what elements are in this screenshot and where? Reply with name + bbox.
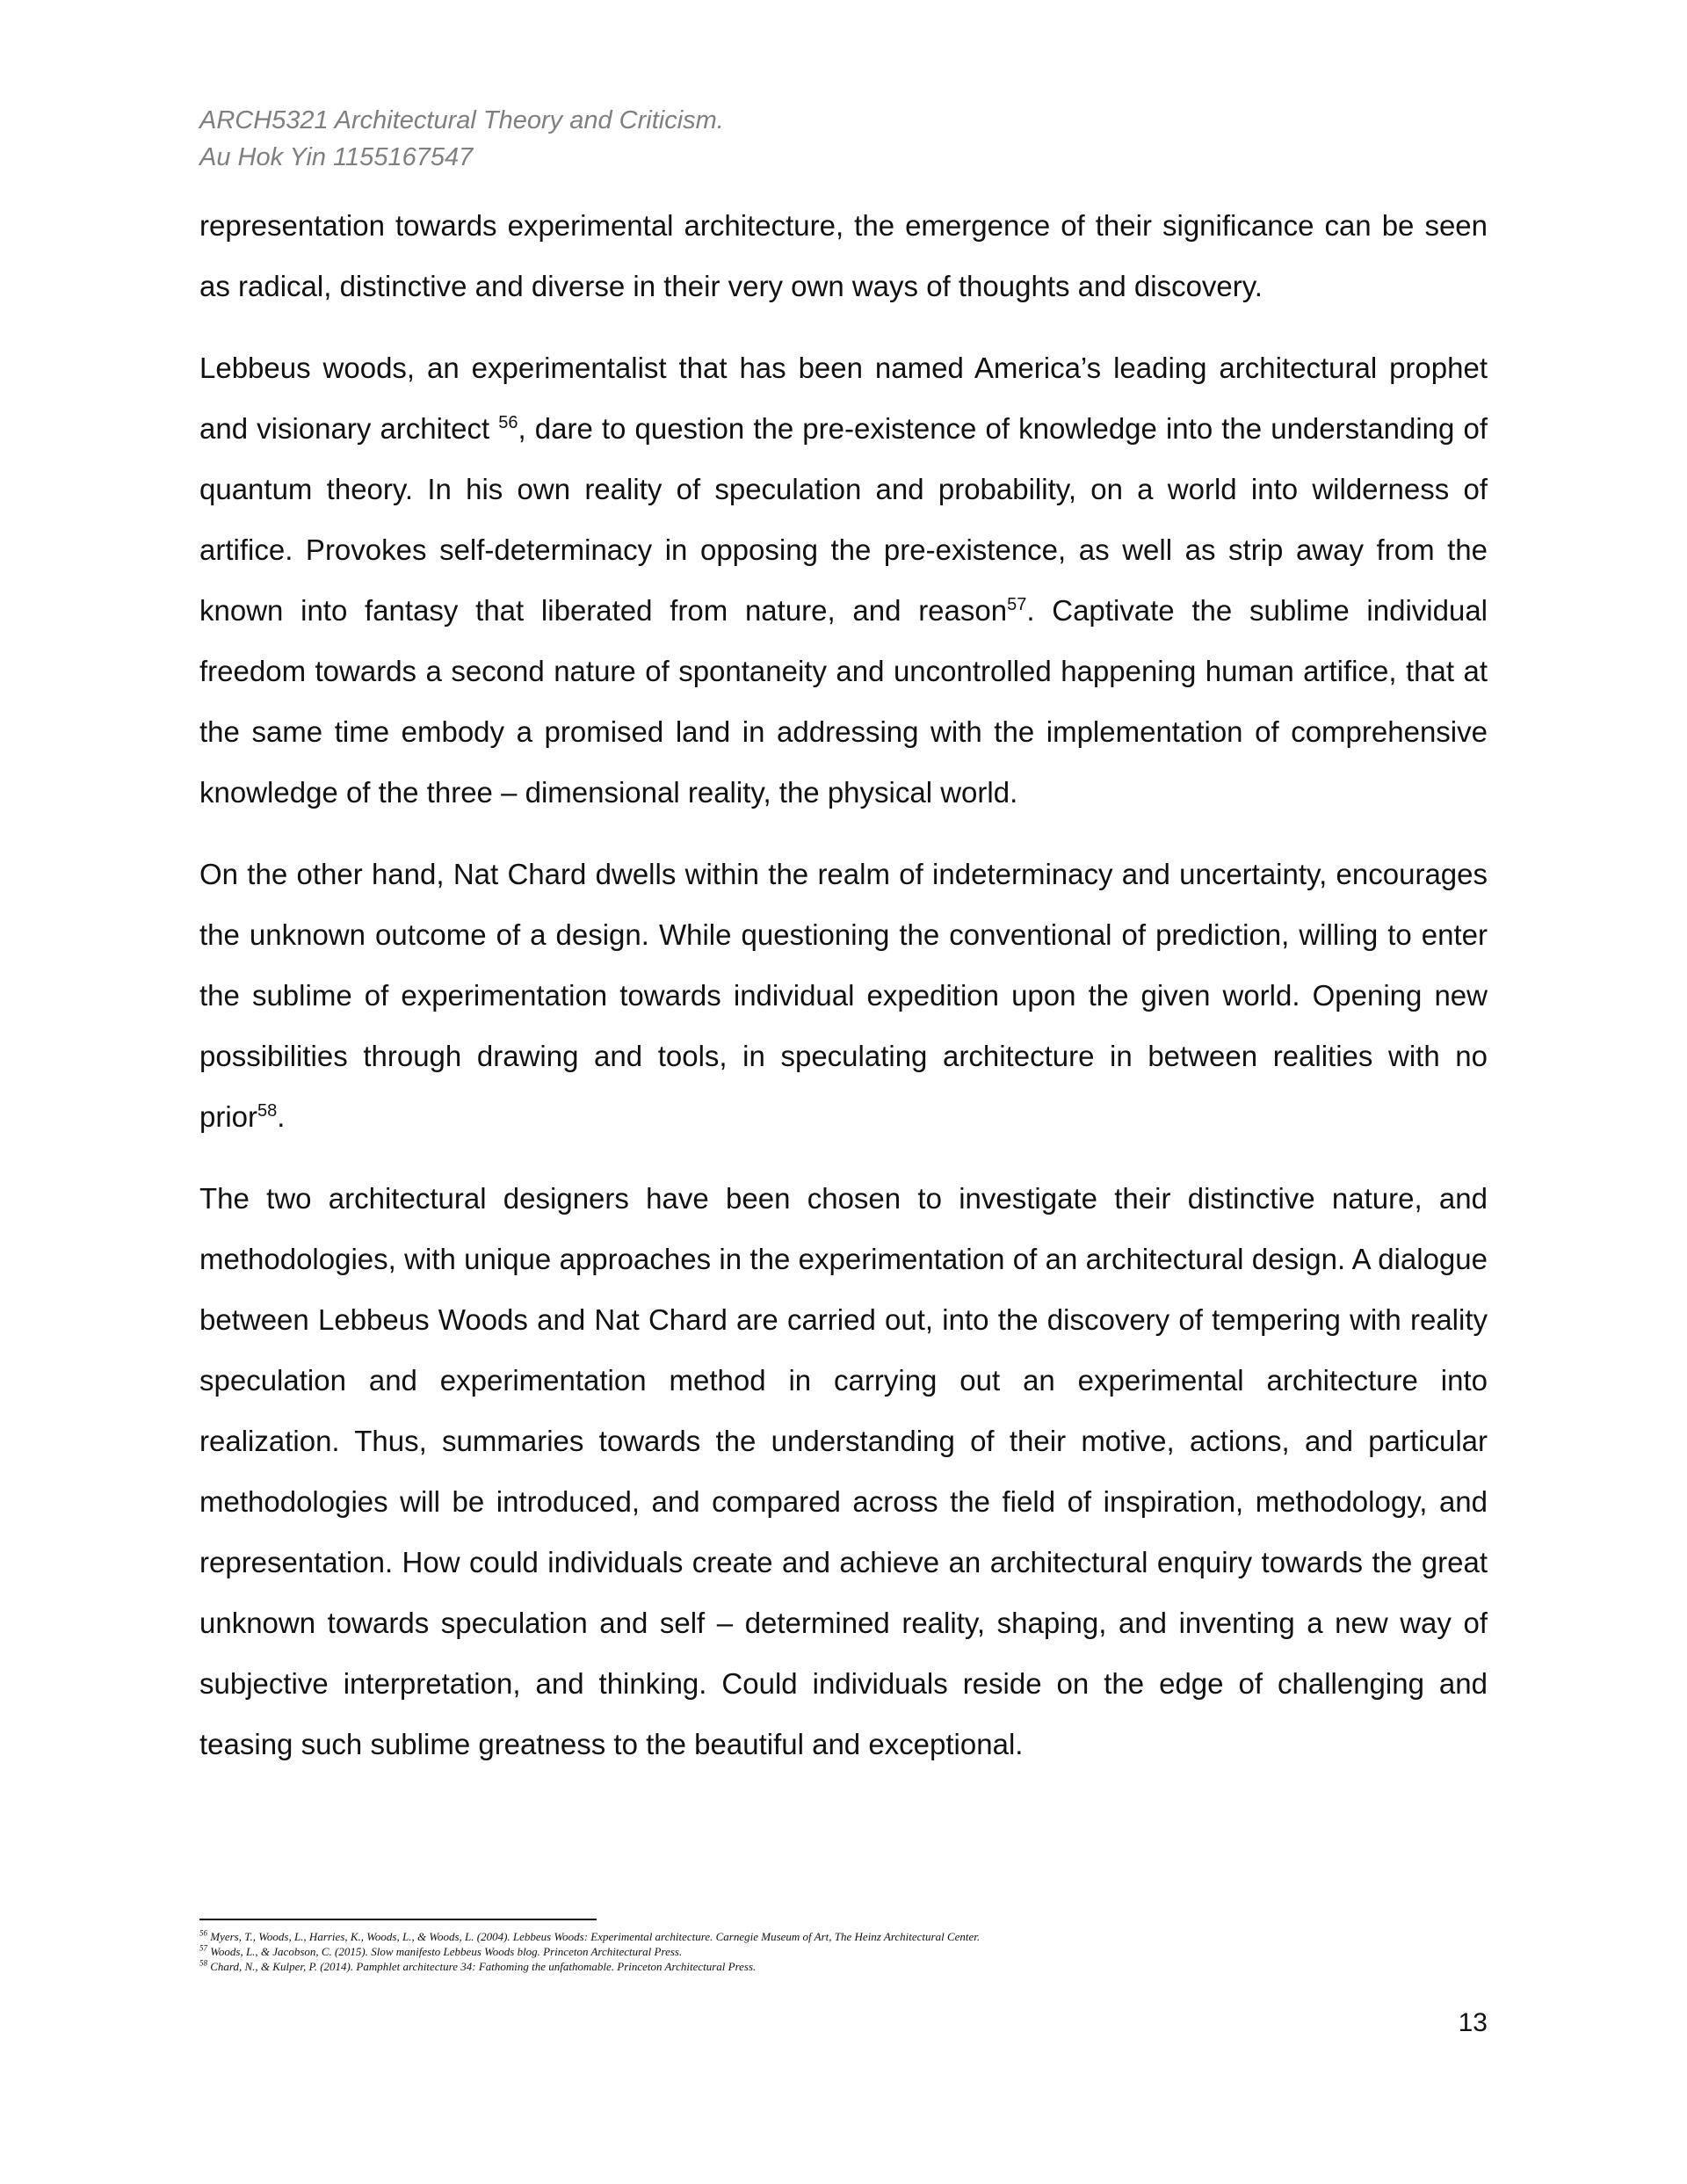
footnote-57	[199, 1944, 1488, 1959]
footnotes	[199, 1929, 1488, 1974]
paragraph-3	[199, 844, 1488, 1147]
paragraph-2-text-b: , dare to question the pre-existence of knowledge into the understanding of quantum theory. In his own reality of speculation and probability, on a world into wilderness of artifice. Provokes self-determinacy in opposing the pre-existence, as well as strip away from the known into fantasy that liberated from nature, and reason	[199, 412, 1488, 627]
footnote-ref-56[interactable]: 56	[498, 413, 518, 432]
footnote-ref-57[interactable]: 57	[1007, 595, 1027, 614]
paragraph-2	[199, 337, 1488, 823]
footnote-number: 56	[199, 1928, 207, 1938]
page-number: 13	[1458, 2008, 1488, 2037]
footnote-56	[199, 1929, 1488, 1944]
paragraph-3-text-b: .	[277, 1100, 286, 1133]
footnote-text: Chard, N., & Kulper, P. (2014). Pamphlet architecture 34: Fathoming the unfathomable. Princeton Architectural Press.	[210, 1960, 757, 1973]
footnote-number: 58	[199, 1958, 207, 1968]
paragraph-2-text-c: . Captivate the sublime individual freedom towards a second nature of spontaneity and uncontrolled happening human artifice, that at the same time embody a promised land in addressing with the implementation of comprehensive knowledge of the three – dimensional reality, the physical world.	[199, 594, 1488, 809]
footnote-number: 57	[199, 1943, 207, 1953]
paragraph-2-text-a: Lebbeus woods, an experimentalist that has been named America’s leading architectural prophet and visionary architect	[199, 352, 1488, 445]
running-header	[199, 102, 724, 176]
paragraph-3-text-a: On the other hand, Nat Chard dwells within the realm of indeterminacy and uncertainty, encourages the unknown outcome of a design. While questioning the conventional of prediction, willing to enter the sublime of experimentation towards individual expedition upon the given world. Opening new possibilities through drawing and tools, in speculating architecture in between realities with no prior	[199, 858, 1488, 1133]
paragraph-1: representation towards experimental architecture, the emergence of their significance can be seen as radical, distinctive and diverse in their very own ways of thoughts and discovery.	[199, 209, 1488, 302]
course-title: ARCH5321 Architectural Theory and Criticism.	[199, 106, 724, 134]
author-line: Au Hok Yin 1155167547	[199, 143, 474, 171]
body-text	[199, 195, 1488, 1796]
paragraph-4: The two architectural designers have been chosen to investigate their distinctive nature, and methodologies, with unique approaches in the experimentation of an architectural design. A dialogue between Lebbeus Woods and Nat Chard are carried out, into the discovery of tempering with reality speculation and experimentation method in carrying out an experimental architecture into realization. Thus, summaries towards the understanding of their motive, actions, and particular methodologies will be introduced, and compared across the field of inspiration, methodology, and representation. How could individuals create and achieve an architectural enquiry towards the great unknown towards speculation and self – determined reality, shaping, and inventing a new way of subjective interpretation, and thinking. Could individuals reside on the edge of challenging and teasing such sublime greatness to the beautiful and exceptional.	[199, 1182, 1488, 1760]
footnote-58	[199, 1959, 1488, 1974]
footnote-separator	[199, 1919, 597, 1920]
footnote-ref-58[interactable]: 58	[257, 1101, 278, 1121]
footnote-text: Myers, T., Woods, L., Harries, K., Woods, L., & Woods, L. (2004). Lebbeus Woods: Experimental architecture. Carnegie Museum of Art, The Heinz Architectural Center.	[210, 1930, 981, 1943]
footnote-text: Woods, L., & Jacobson, C. (2015). Slow manifesto Lebbeus Woods blog. Princeton Architectural Press.	[210, 1945, 683, 1958]
